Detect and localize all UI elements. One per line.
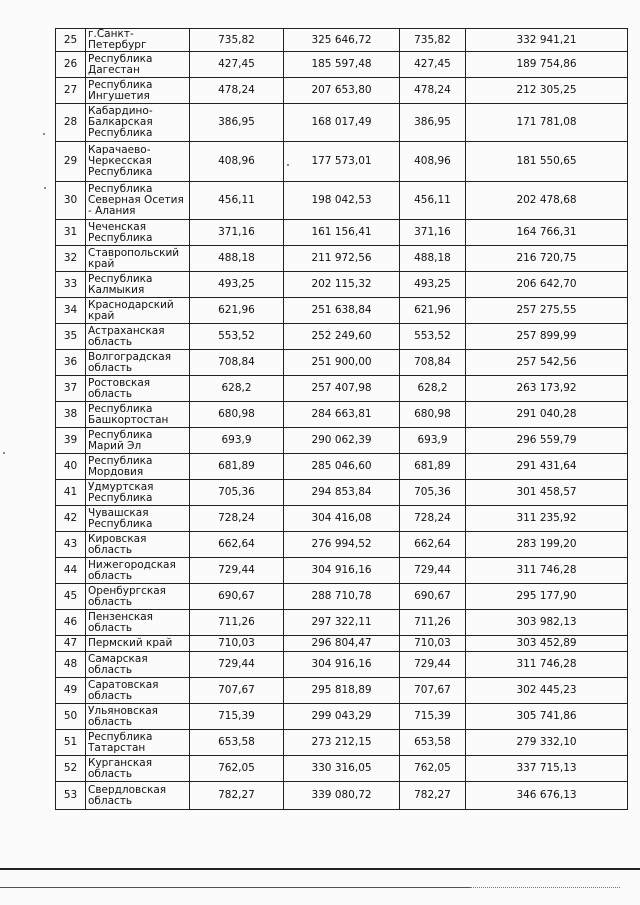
value-a: 493,25 [190, 272, 284, 298]
value-b: 211 972,56 [284, 246, 400, 272]
value-d: 291 431,64 [466, 454, 628, 480]
value-a: 710,03 [190, 636, 284, 652]
region-name: Астраханская область [86, 324, 190, 350]
value-b: 294 853,84 [284, 480, 400, 506]
footer-rule-thin [0, 887, 470, 888]
value-c: 729,44 [400, 652, 466, 678]
value-c: 735,82 [400, 29, 466, 52]
value-d: 291 040,28 [466, 402, 628, 428]
region-name: Ростовская область [86, 376, 190, 402]
row-number: 29 [56, 142, 86, 182]
region-name: Пензенская область [86, 610, 190, 636]
value-c: 715,39 [400, 704, 466, 730]
row-number: 45 [56, 584, 86, 610]
value-d: 257 542,56 [466, 350, 628, 376]
value-c: 456,11 [400, 182, 466, 220]
value-c: 478,24 [400, 78, 466, 104]
row-number: 28 [56, 104, 86, 142]
region-name: Республика Северная Осетия - Алания [86, 182, 190, 220]
row-number: 25 [56, 29, 86, 52]
scan-speck [44, 187, 46, 189]
value-d: 302 445,23 [466, 678, 628, 704]
value-d: 311 746,28 [466, 558, 628, 584]
table-row [56, 610, 628, 636]
table-row [56, 272, 628, 298]
value-c: 628,2 [400, 376, 466, 402]
value-c: 707,67 [400, 678, 466, 704]
value-c: 371,16 [400, 220, 466, 246]
value-d: 295 177,90 [466, 584, 628, 610]
value-c: 408,96 [400, 142, 466, 182]
region-name: Кабардино-Балкарская Республика [86, 104, 190, 142]
value-b: 257 407,98 [284, 376, 400, 402]
value-a: 427,45 [190, 52, 284, 78]
value-c: 621,96 [400, 298, 466, 324]
row-number: 44 [56, 558, 86, 584]
row-number: 41 [56, 480, 86, 506]
scan-speck [3, 452, 5, 454]
value-b: 330 316,05 [284, 756, 400, 782]
value-b: 207 653,80 [284, 78, 400, 104]
table-row [56, 636, 628, 652]
value-c: 427,45 [400, 52, 466, 78]
value-a: 478,24 [190, 78, 284, 104]
value-d: 189 754,86 [466, 52, 628, 78]
table-row [56, 652, 628, 678]
row-number: 51 [56, 730, 86, 756]
region-name: Республика Татарстан [86, 730, 190, 756]
row-number: 38 [56, 402, 86, 428]
value-b: 198 042,53 [284, 182, 400, 220]
row-number: 47 [56, 636, 86, 652]
region-name: Чувашская Республика [86, 506, 190, 532]
table-row [56, 52, 628, 78]
row-number: 26 [56, 52, 86, 78]
value-c: 386,95 [400, 104, 466, 142]
value-a: 715,39 [190, 704, 284, 730]
value-b: 251 638,84 [284, 298, 400, 324]
value-a: 662,64 [190, 532, 284, 558]
value-b: 299 043,29 [284, 704, 400, 730]
value-a: 707,67 [190, 678, 284, 704]
table-row [56, 182, 628, 220]
value-b: 304 916,16 [284, 558, 400, 584]
value-d: 263 173,92 [466, 376, 628, 402]
value-a: 735,82 [190, 29, 284, 52]
value-a: 762,05 [190, 756, 284, 782]
table-row [56, 298, 628, 324]
row-number: 31 [56, 220, 86, 246]
region-name: Республика Мордовия [86, 454, 190, 480]
value-c: 653,58 [400, 730, 466, 756]
value-a: 628,2 [190, 376, 284, 402]
value-d: 301 458,57 [466, 480, 628, 506]
value-a: 553,52 [190, 324, 284, 350]
value-d: 216 720,75 [466, 246, 628, 272]
value-b: 273 212,15 [284, 730, 400, 756]
value-a: 680,98 [190, 402, 284, 428]
region-name: Удмуртская Республика [86, 480, 190, 506]
table-row [56, 142, 628, 182]
footer-dotted-rule [470, 887, 620, 888]
value-b: 325 646,72 [284, 29, 400, 52]
value-b: 296 804,47 [284, 636, 400, 652]
region-name: Чеченская Республика [86, 220, 190, 246]
value-a: 488,18 [190, 246, 284, 272]
region-name: Республика Калмыкия [86, 272, 190, 298]
value-a: 653,58 [190, 730, 284, 756]
value-d: 164 766,31 [466, 220, 628, 246]
value-b: 297 322,11 [284, 610, 400, 636]
scan-speck [287, 164, 289, 166]
value-c: 711,26 [400, 610, 466, 636]
row-number: 36 [56, 350, 86, 376]
value-c: 488,18 [400, 246, 466, 272]
value-b: 288 710,78 [284, 584, 400, 610]
value-c: 693,9 [400, 428, 466, 454]
row-number: 49 [56, 678, 86, 704]
table-row [56, 376, 628, 402]
region-name: Ульяновская область [86, 704, 190, 730]
region-name: Республика Дагестан [86, 52, 190, 78]
value-b: 185 597,48 [284, 52, 400, 78]
region-name: Оренбургская область [86, 584, 190, 610]
value-d: 303 982,13 [466, 610, 628, 636]
table-row [56, 78, 628, 104]
value-a: 729,44 [190, 558, 284, 584]
region-name: Кировская область [86, 532, 190, 558]
value-d: 181 550,65 [466, 142, 628, 182]
row-number: 34 [56, 298, 86, 324]
row-number: 53 [56, 782, 86, 810]
value-d: 171 781,08 [466, 104, 628, 142]
value-c: 762,05 [400, 756, 466, 782]
table-row [56, 506, 628, 532]
region-name: Республика Марий Эл [86, 428, 190, 454]
value-b: 252 249,60 [284, 324, 400, 350]
table-row [56, 220, 628, 246]
table-row [56, 350, 628, 376]
value-d: 305 741,86 [466, 704, 628, 730]
row-number: 48 [56, 652, 86, 678]
value-a: 371,16 [190, 220, 284, 246]
row-number: 37 [56, 376, 86, 402]
region-name: Волгоградская область [86, 350, 190, 376]
value-b: 168 017,49 [284, 104, 400, 142]
value-b: 290 062,39 [284, 428, 400, 454]
table-row [56, 532, 628, 558]
region-name: Карачаево-Черкесская Республика [86, 142, 190, 182]
row-number: 40 [56, 454, 86, 480]
value-a: 681,89 [190, 454, 284, 480]
value-b: 339 080,72 [284, 782, 400, 810]
value-d: 296 559,79 [466, 428, 628, 454]
value-b: 202 115,32 [284, 272, 400, 298]
row-number: 52 [56, 756, 86, 782]
value-c: 681,89 [400, 454, 466, 480]
value-a: 708,84 [190, 350, 284, 376]
value-a: 782,27 [190, 782, 284, 810]
row-number: 43 [56, 532, 86, 558]
region-name: Самарская область [86, 652, 190, 678]
value-b: 177 573,01 [284, 142, 400, 182]
value-d: 202 478,68 [466, 182, 628, 220]
value-b: 304 416,08 [284, 506, 400, 532]
row-number: 50 [56, 704, 86, 730]
value-c: 662,64 [400, 532, 466, 558]
value-c: 782,27 [400, 782, 466, 810]
region-name: Нижегородская область [86, 558, 190, 584]
value-a: 705,36 [190, 480, 284, 506]
value-d: 257 275,55 [466, 298, 628, 324]
region-name: Саратовская область [86, 678, 190, 704]
row-number: 27 [56, 78, 86, 104]
value-c: 553,52 [400, 324, 466, 350]
value-c: 710,03 [400, 636, 466, 652]
value-d: 283 199,20 [466, 532, 628, 558]
table-row [56, 104, 628, 142]
region-name: Республика Ингушетия [86, 78, 190, 104]
value-c: 680,98 [400, 402, 466, 428]
table-row [56, 480, 628, 506]
value-b: 304 916,16 [284, 652, 400, 678]
value-d: 311 235,92 [466, 506, 628, 532]
row-number: 42 [56, 506, 86, 532]
table-row [56, 402, 628, 428]
value-d: 212 305,25 [466, 78, 628, 104]
value-b: 276 994,52 [284, 532, 400, 558]
value-c: 728,24 [400, 506, 466, 532]
region-name: г.Санкт-Петербург [86, 29, 190, 52]
row-number: 32 [56, 246, 86, 272]
region-name: Республика Башкортостан [86, 402, 190, 428]
value-d: 279 332,10 [466, 730, 628, 756]
value-c: 729,44 [400, 558, 466, 584]
value-d: 257 899,99 [466, 324, 628, 350]
table-body [56, 29, 628, 810]
value-a: 728,24 [190, 506, 284, 532]
row-number: 33 [56, 272, 86, 298]
value-d: 206 642,70 [466, 272, 628, 298]
table-row [56, 558, 628, 584]
value-a: 456,11 [190, 182, 284, 220]
value-a: 690,67 [190, 584, 284, 610]
footer-rule [0, 868, 640, 870]
row-number: 39 [56, 428, 86, 454]
value-b: 285 046,60 [284, 454, 400, 480]
value-c: 493,25 [400, 272, 466, 298]
regions-table [55, 28, 628, 810]
value-c: 705,36 [400, 480, 466, 506]
table-row [56, 246, 628, 272]
table-row [56, 454, 628, 480]
value-b: 161 156,41 [284, 220, 400, 246]
table-row [56, 730, 628, 756]
region-name: Пермский край [86, 636, 190, 652]
row-number: 30 [56, 182, 86, 220]
row-number: 46 [56, 610, 86, 636]
table-row [56, 29, 628, 52]
table-row [56, 678, 628, 704]
value-d: 303 452,89 [466, 636, 628, 652]
scan-speck [43, 133, 45, 135]
value-d: 332 941,21 [466, 29, 628, 52]
table-row [56, 324, 628, 350]
value-b: 295 818,89 [284, 678, 400, 704]
value-b: 251 900,00 [284, 350, 400, 376]
region-name: Курганская область [86, 756, 190, 782]
value-a: 386,95 [190, 104, 284, 142]
value-a: 711,26 [190, 610, 284, 636]
table-row [56, 584, 628, 610]
value-a: 729,44 [190, 652, 284, 678]
value-c: 708,84 [400, 350, 466, 376]
table-row [56, 704, 628, 730]
table-row [56, 756, 628, 782]
region-name: Краснодарский край [86, 298, 190, 324]
table-row [56, 782, 628, 810]
row-number: 35 [56, 324, 86, 350]
value-d: 337 715,13 [466, 756, 628, 782]
value-d: 311 746,28 [466, 652, 628, 678]
value-b: 284 663,81 [284, 402, 400, 428]
value-a: 693,9 [190, 428, 284, 454]
value-a: 621,96 [190, 298, 284, 324]
value-c: 690,67 [400, 584, 466, 610]
region-name: Свердловская область [86, 782, 190, 810]
value-d: 346 676,13 [466, 782, 628, 810]
region-name: Ставропольский край [86, 246, 190, 272]
table-row [56, 428, 628, 454]
value-a: 408,96 [190, 142, 284, 182]
